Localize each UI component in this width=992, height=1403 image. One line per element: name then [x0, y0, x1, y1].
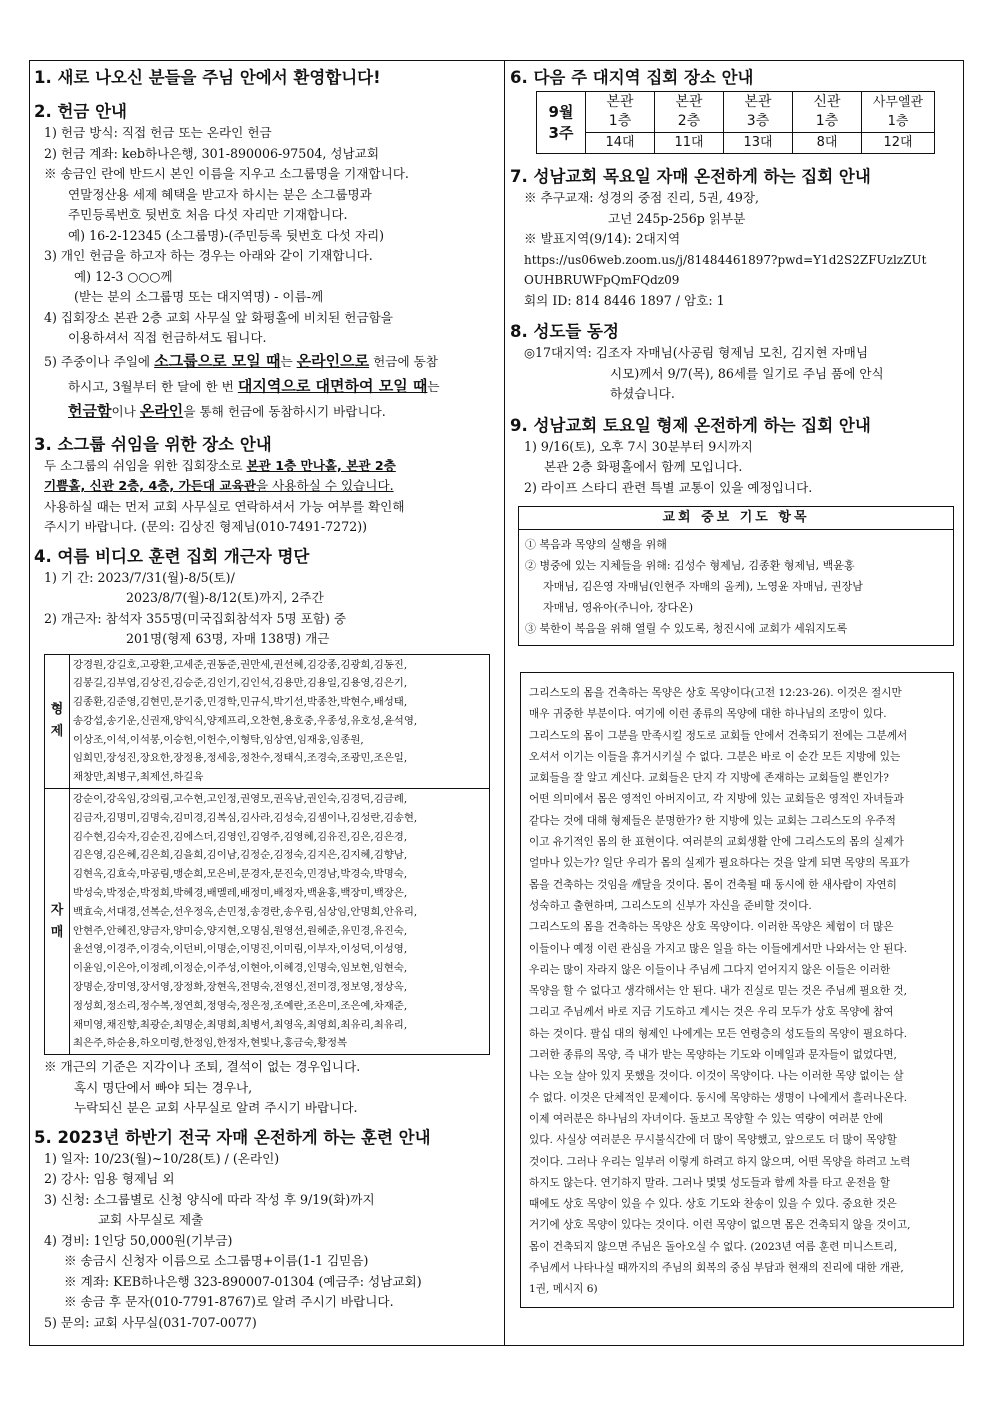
- sisters-name-line: 박성숙,박정순,박정희,박혜경,배멜레,배정미,배정자,백윤홍,백장미,백장은,: [73, 887, 408, 900]
- essay-line: 나는 오늘 살아 있지 못했을 것이다. 이것이 목양이다. 나는 이러한 목양 없이는 살: [529, 1070, 904, 1083]
- essay-line: 교회들을 잘 알고 계신다. 교회들은 단지 각 지방에 존재하는 교회들일 뿐인가?: [529, 772, 889, 785]
- essay-line: 1권, 메시지 6): [529, 1283, 598, 1296]
- news-line: 하셨습니다.: [610, 386, 675, 401]
- sisters-row: [45, 789, 490, 1055]
- sisters-name-line: 채미영,채진향,최광순,최명순,최명희,최병서,최영옥,최영희,최유리,최유리,: [73, 1018, 408, 1031]
- online-emphasis: 온라인으로: [296, 351, 370, 370]
- room-line: 사용하실 때는 먼저 교회 사무실로 연락하셔서 가능 여부를 확인해: [44, 498, 405, 514]
- essay-line: 그리스도의 몸이 그분을 만족시킬 정도로 교회들 안에서 건축되기 전에는 그분께서: [529, 729, 908, 742]
- offering-line: 이용하셔서 직접 헌금하셔도 됩니다.: [68, 330, 267, 345]
- sisters-name-line: 김수현,김숙자,김순진,김에스더,김영인,김영주,김영혜,김유진,김은,김은경,: [73, 830, 408, 843]
- offering-line: 2) 헌금 계좌: keb하나은행, 301-890006-97504, 성남교회: [44, 145, 380, 161]
- prayer-item: ① 복음과 목양의 실행을 위해: [525, 538, 667, 551]
- brothers-names: [70, 654, 490, 789]
- venue-week: 9월 3주: [537, 92, 586, 154]
- sisters-name-line: 백효숙,서대경,선복순,선우정옥,손민정,송경란,송우림,심상임,안명희,안유리,: [73, 905, 418, 918]
- venue-region: 14대: [586, 133, 655, 154]
- region-emphasis: 대지역으로 대면하여 모일 때: [237, 376, 428, 395]
- brothers-name-line: 송강섭,송기운,신권재,양익식,양제프리,오찬현,용호중,우종성,유호성,윤석영,: [73, 714, 418, 727]
- brothers-name-line: 김봉길,김부엽,김상진,김승준,김인기,김인석,김용만,김용일,김용영,김은기,: [73, 677, 408, 690]
- offering-box-emphasis: 헌금함: [68, 401, 112, 420]
- training-line: 5) 문의: 교회 사무실(031-707-0077): [44, 1314, 257, 1330]
- essay-line: 그러한 종류의 목양, 즉 내가 받는 목양하는 기도와 이메일과 문자들이 없었다면,: [529, 1049, 897, 1062]
- offering-line-7: 헌금함이나 온라인을 통해 헌금에 동참하시기 바랍니다.: [68, 401, 386, 420]
- saturday-title: 9. 성남교회 토요일 형제 온전하게 하는 집회 안내: [510, 415, 871, 435]
- training-line: 1) 일자: 10/23(월)~10/28(토) / (온라인): [44, 1150, 280, 1166]
- room-title: 3. 소그룹 쉬임을 위한 장소 안내: [34, 434, 272, 454]
- small-group-emphasis: 소그룹으로 모일 때: [154, 351, 281, 370]
- venue-region: 8대: [793, 133, 862, 154]
- essay-line: 이들이나 예정 이런 관심을 가지고 많은 일을 하는 이들에게서만 나와서는 안 된다.: [529, 942, 908, 955]
- offering-line-6: 하시고, 3월부터 한 달에 한 번 대지역으로 대면하여 모일 때는: [68, 376, 440, 395]
- venue-region: 11대: [655, 133, 724, 154]
- essay-line: 주님께서 나타나실 때까지의 주님의 회복의 중심 부담과 현재의 진리에 대한 개관,: [529, 1262, 904, 1275]
- prayer-item: 자매님, 김은영 자매님(인현주 자매의 올케), 노영윤 자매님, 권장남: [543, 580, 863, 593]
- offering-line: (받는 분의 소그룹명 또는 대지역명) - 이름-께: [74, 289, 324, 304]
- venue-title: 6. 다음 주 대지역 집회 장소 안내: [510, 68, 754, 87]
- attendance-table: [44, 654, 490, 1056]
- essay-line: 오셔서 이기는 이들을 휴거시키실 수 없다. 그분은 바로 이 순간 모든 지방에 있는: [529, 750, 901, 763]
- attendance-count: 2) 개근자: 참석자 355명(미국집회참석자 5명 포함) 중: [44, 610, 347, 626]
- attendance-period: 1) 기 간: 2023/7/31(월)-8/5(토)/: [44, 569, 235, 585]
- offering-line: 3) 개인 헌금을 하고자 하는 경우는 아래와 같이 기재합니다.: [44, 248, 373, 263]
- venue-region: 13대: [724, 133, 793, 154]
- training-section: [34, 1127, 500, 1334]
- brothers-row: [45, 654, 490, 789]
- room-section: [34, 434, 500, 538]
- offering-line: 4) 집회장소 본관 2층 교회 사무실 앞 화평홀에 비치된 헌금함을: [44, 309, 393, 325]
- sisters-name-line: 이윤임,이은아,이정례,이정순,이주성,이현아,이혜경,인명숙,임보현,임현숙,: [73, 962, 408, 975]
- thursday-section: [510, 166, 960, 311]
- offering-line: 연말정산용 세제 혜택을 받고자 하시는 분은 소그룹명과: [68, 186, 372, 202]
- essay-line: 있다. 사실상 여러분은 무시불식간에 더 많이 목양했고, 앞으로도 더 많이 목양할: [529, 1134, 897, 1147]
- sisters-name-line: 장명순,장미영,장서영,장정화,장현옥,전명숙,전영신,전미경,정보영,정상옥,: [73, 981, 408, 994]
- news-title: 8. 성도들 동정: [510, 322, 619, 341]
- brothers-name-line: 이상조,이석,이석봉,이승헌,이헌수,이형탁,임상연,임재웅,임종원,: [73, 733, 364, 746]
- zoom-link[interactable]: OUHBRUWFpQmFQdz09: [524, 273, 680, 287]
- sisters-label: 자 매: [45, 789, 70, 1055]
- essay-line: 이제 여러분은 하나님의 자녀이다. 돌보고 목양할 수 있는 역량이 여러분 안에: [529, 1112, 884, 1125]
- thursday-line: 고넌 245p-256p 읽부분: [608, 210, 746, 226]
- essay-box: [520, 672, 954, 1308]
- news-section: [510, 321, 960, 405]
- essay-line: 때에도 상호 목양이 있을 수 있다. 상호 기도와 찬송이 있을 수 있다. 중요한 것은: [529, 1198, 897, 1211]
- meeting-id: 회의 ID: 814 8446 1897 / 암호: 1: [524, 292, 725, 308]
- prayer-box: [518, 506, 954, 646]
- attendance-note: 혹시 명단에서 빠야 되는 경우나,: [74, 1079, 253, 1095]
- offering-line: 예) 12-3 ○○○께: [74, 268, 173, 284]
- brothers-name-line: 임희민,장성진,장요한,장정용,정세응,정찬수,정태식,조경숙,조광민,조은일,: [73, 752, 408, 765]
- essay-line: 성숙하고 출현하며, 그리스도의 신부가 자신을 준비할 것이다.: [529, 899, 812, 912]
- room-line: 두 소그룹의 쉬임을 위한 집회장소로 본관 1층 만나홀, 본관 2층: [44, 457, 396, 473]
- attendance-section: [34, 546, 500, 1119]
- essay-line: 수 없다. 이것은 단체적인 문제이다. 동시에 목양하는 생명이 나에게서 흘러나온다.: [529, 1091, 908, 1104]
- sisters-name-line: 김현옥,김효숙,마공림,맹순희,모은비,문경자,문진숙,민경남,박경숙,박명숙,: [73, 868, 408, 881]
- training-line: 3) 신청: 소그룹별로 신청 양식에 따라 작성 후 9/19(화)까지: [44, 1191, 375, 1207]
- room-line: 기쁨홀, 신관 2층, 4층, 가든대 교육관을 사용하실 수 있습니다.: [44, 478, 394, 493]
- offering-line: 주민등록번호 뒷번호 처음 다섯 자리만 기재합니다.: [68, 207, 348, 222]
- thursday-line: ※ 발표지역(9/14): 2대지역: [524, 231, 681, 246]
- training-line: ※ 송금 후 문자(010-7791-8767)로 알려 주시기 바랍니다.: [64, 1294, 394, 1310]
- welcome-title: 1. 새로 나오신 분들을 주님 안에서 환영합니다!: [34, 68, 381, 87]
- offering-line: ※ 송금인 란에 반드시 본인 이름을 지우고 소그룹명을 기재합니다.: [44, 166, 409, 181]
- venue-hall: 신관 1층: [793, 92, 862, 133]
- essay-line: 하지도 않는다. 연기하지 말라. 그러나 몇몇 성도들과 함께 차를 타고 운전을 할: [529, 1176, 891, 1189]
- sisters-names: [70, 789, 490, 1055]
- essay-line: 것이다. 그러나 우리는 일부러 이렇게 하려고 하지 않으며, 어떤 목양을 하려고 노력: [529, 1155, 911, 1168]
- attendance-note: ※ 개근의 기준은 지각이나 조퇴, 결석이 없는 경우입니다.: [44, 1059, 361, 1075]
- bulletin-frame: [29, 60, 964, 1346]
- right-column: [506, 61, 963, 1345]
- prayer-item: ② 병중에 있는 지체들을 위해: 김성수 형제님, 김종환 형제님, 백윤홍: [525, 559, 855, 572]
- sisters-name-line: 정성희,정소리,정수복,정연희,정영숙,정은정,조예란,조은미,조은예,차재준,: [73, 999, 408, 1012]
- essay-line: 목양을 할 수 없다고 생각해서는 안 된다. 내가 진실로 믿는 것은 주님께 필요한 것,: [529, 985, 907, 998]
- essay-line: 그리스도의 몸을 건축하는 목양은 상호 목양이다. 이러한 목양은 체험이 더 많은: [529, 921, 894, 934]
- zoom-link[interactable]: https://us06web.zoom.us/j/81484461897?pwd=Y1d2S2ZFUzlzZUt: [524, 252, 927, 267]
- essay-line: 우리는 많이 자라지 않은 이들이나 주님께 그다지 얻어지지 않은 이들은 이러한: [529, 963, 891, 976]
- offering-line: 1) 헌금 방식: 직접 헌금 또는 온라인 헌금: [44, 125, 272, 140]
- sisters-name-line: 김은영,김은혜,김은희,김을희,김이남,김정순,김정숙,김지은,김지혜,김향남,: [73, 849, 408, 862]
- news-line: 시모)께서 9/7(목), 86세를 일기로 주님 품에 안식: [610, 365, 884, 381]
- sisters-name-line: 안현주,안혜진,양금자,양미승,양지현,오명심,원영선,원혜준,유민경,유진숙,: [73, 924, 408, 937]
- venue-table: [536, 91, 935, 154]
- sisters-name-line: 강순이,강옥임,강의림,고수현,고인정,권영모,권옥남,권인숙,김경덕,김금례,: [73, 793, 408, 806]
- sisters-name-line: 김금자,김명미,김명숙,김미경,김복심,김사라,김성숙,김셈이나,김성란,김송현,: [73, 811, 418, 824]
- venue-hall: 본관 1층: [586, 92, 655, 133]
- thursday-line: ※ 추구교재: 성경의 중점 진리, 5권, 49장,: [524, 190, 760, 205]
- brothers-name-line: 강경원,강길호,고광환,고세준,권동준,권만세,권선혜,김강종,김광희,김동진,: [73, 658, 408, 671]
- venue-hall: 본관 2층: [655, 92, 724, 133]
- training-title: 5. 2023년 하반기 전국 자매 온전하게 하는 훈련 안내: [34, 1127, 431, 1147]
- essay-line: 몸이 건축되지 않으면 주님은 돌아오실 수 없다. (2023년 여름 훈련 미니스트리,: [529, 1240, 898, 1253]
- welcome-section: [34, 67, 500, 89]
- essay-line: 그리스도의 몸을 건축하는 목양은 상호 목양이다(고전 12:23-26). 이것은 절시만: [529, 687, 902, 699]
- attendance-count: 201명(형제 63명, 자매 138명) 개근: [126, 631, 330, 646]
- essay-line: 몸을 건축하는 것임을 깨달을 것이다. 몸이 건축될 때 동시에 한 새사람이 자연히: [529, 878, 897, 891]
- attendance-note: 누락되신 분은 교회 사무실로 알려 주시기 바랍니다.: [74, 1100, 358, 1116]
- training-line: 교회 사무실로 제출: [98, 1212, 204, 1228]
- essay-line: 하는 것이다. 팔십 대의 형제인 나에게는 모든 연령층의 성도들의 목양이 필요하다.: [529, 1027, 908, 1040]
- training-line: ※ 계좌: KEB하나은행 323-890007-01304 (예금주: 성남교회): [64, 1273, 422, 1289]
- essay-line: 매우 귀중한 부분이다. 여기에 이런 종류의 목양에 대한 하나님의 조망이 있다.: [529, 708, 887, 721]
- online-emphasis: 온라인: [139, 401, 184, 420]
- essay-line: 같다는 것에 대해 형제들은 분명한가? 한 지방에 있는 교회는 그리스도의 우주적: [529, 814, 896, 827]
- essay-line: 어떤 의미에서 몸은 영적인 아버지이고, 각 지방에 있는 교회들은 영적인 자녀들과: [529, 793, 904, 806]
- offering-line-5: 5) 주중이나 주일에 소그룹으로 모일 때는 온라인으로 헌금에 동참: [44, 351, 438, 370]
- attendance-title: 4. 여름 비디오 훈련 집회 개근자 명단: [34, 546, 310, 566]
- venue-hall: 사무엘관 1층: [862, 92, 935, 133]
- room-line: 주시기 바랍니다. (문의: 김상진 형제님(010-7491-7272)): [44, 519, 368, 534]
- brothers-label: 형 제: [45, 654, 70, 789]
- saturday-section: [510, 415, 960, 499]
- essay-line: 이고 유기적인 몸의 한 표현이다. 여러분의 교회생활 안에 그리스도의 몸의 실제가: [529, 836, 904, 849]
- saturday-line: 2) 라이프 스타디 관련 특별 교통이 있을 예정입니다.: [524, 479, 813, 495]
- venue-section: [510, 67, 960, 154]
- training-line: ※ 송금시 신청자 이름으로 소그룹명+이름(1-1 김믿음): [64, 1253, 369, 1269]
- essay-line: 얼마나 있는가? 일단 우리가 몸의 실제가 필요하다는 것을 알게 되면 목양의 목표가: [529, 857, 910, 870]
- news-line: ◎17대지역: 김조자 자매님(사공림 형제님 모친, 김지현 자매님: [524, 345, 869, 360]
- sisters-name-line: 윤선영,이경주,이경숙,이던비,이명순,이명진,이미림,이부자,이성덕,이성영,: [73, 943, 408, 956]
- brothers-name-line: 채창만,최병구,최제선,하길육: [73, 771, 204, 784]
- training-line: 2) 강사: 임용 형제님 외: [44, 1171, 175, 1187]
- venue-hall: 본관 3층: [724, 92, 793, 133]
- offering-section: [34, 101, 500, 424]
- sisters-name-line: 최은주,하순용,하오미령,한정임,한정자,현빛나,홍금숙,황정복: [73, 1037, 348, 1050]
- venue-region: 12대: [862, 133, 935, 154]
- prayer-title: 교회 중보 기도 항목: [519, 507, 953, 530]
- offering-line: 예) 16-2-12345 (소그룹명)-(주민등록 뒷번호 다섯 자리): [68, 227, 385, 243]
- thursday-title: 7. 성남교회 목요일 자매 온전하게 하는 집회 안내: [510, 167, 871, 186]
- brothers-name-line: 김종환,김준영,김현민,문기중,민경학,민규식,박기선,박종찬,박현수,배성태,: [73, 696, 408, 709]
- training-line: 4) 경비: 1인당 50,000원(기부금): [44, 1232, 233, 1248]
- offering-title: 2. 헌금 안내: [34, 102, 127, 121]
- attendance-period: 2023/8/7(월)-8/12(토)까지, 2주간: [126, 590, 324, 605]
- essay-line: 거기에 상호 목양이 있다는 것이다. 이런 목양이 없으면 몸은 건축되지 않을 것이고,: [529, 1219, 911, 1232]
- left-column: [30, 61, 505, 1345]
- essay-line: 그리고 주님께서 바로 지금 기도하고 계시는 것은 우리 모두가 상호 목양에 참여: [529, 1006, 894, 1019]
- prayer-item: 자매님, 영유아(주니아, 장다온): [543, 601, 694, 614]
- saturday-line: 본관 2층 화평홀에서 함께 모입니다.: [544, 459, 743, 474]
- saturday-line: 1) 9/16(토), 오후 7시 30분부터 9시까지: [524, 438, 753, 454]
- prayer-item: ③ 북한이 복음을 위해 열릴 수 있도록, 청진시에 교회가 세워지도록: [525, 622, 848, 635]
